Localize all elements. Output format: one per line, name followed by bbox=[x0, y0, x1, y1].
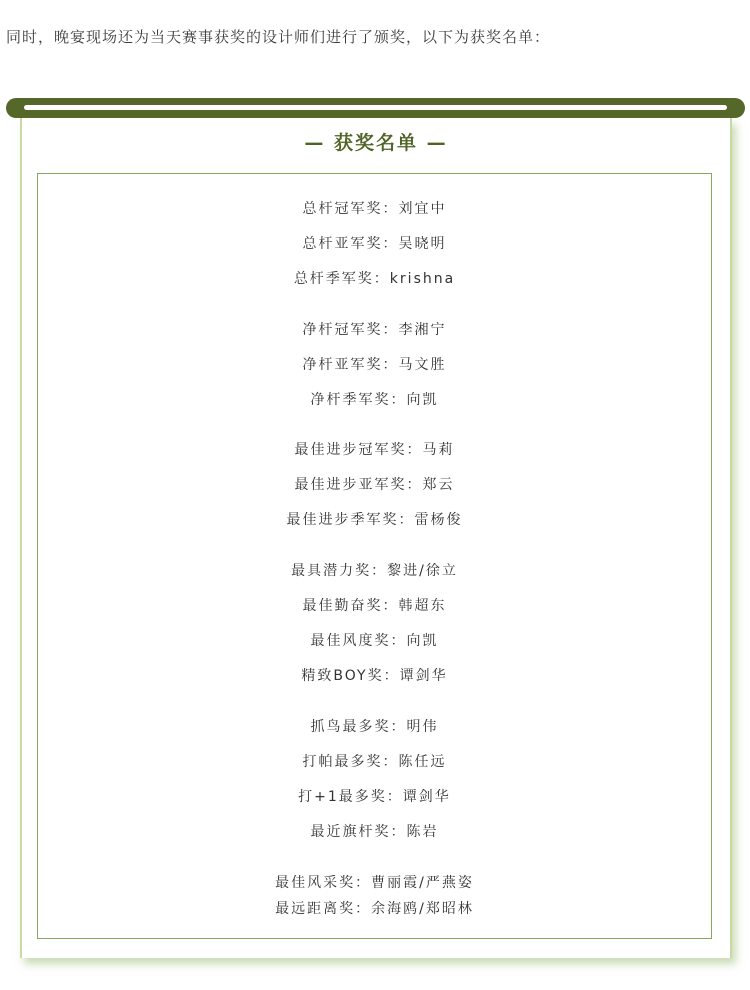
intro-text: 同时，晚宴现场还为当天赛事获奖的设计师们进行了颁奖，以下为获奖名单： bbox=[6, 28, 551, 46]
award-item: 净杆冠军奖：李湘宁 bbox=[302, 322, 447, 338]
award-item: 最佳风度奖：向凯 bbox=[310, 633, 439, 649]
award-item: 最近旗杆奖：陈岩 bbox=[310, 824, 439, 840]
award-item: 打+1最多奖：谭剑华 bbox=[298, 789, 451, 805]
award-item: 净杆季军奖：向凯 bbox=[310, 392, 439, 408]
award-list-title: — 获奖名单 — bbox=[304, 132, 448, 154]
award-item: 最佳进步亚军奖：郑云 bbox=[294, 477, 455, 493]
award-item: 总杆季军奖：krishna bbox=[293, 271, 456, 287]
award-item: 抓鸟最多奖：明伟 bbox=[310, 719, 439, 735]
award-item: 最佳勤奋奖：韩超东 bbox=[302, 598, 447, 614]
award-item: 净杆亚军奖：马文胜 bbox=[302, 357, 447, 373]
award-item: 总杆冠军奖：刘宜中 bbox=[302, 201, 447, 217]
scroll-rod-highlight bbox=[24, 105, 727, 110]
award-item: 最佳风采奖：曹丽霞/严燕姿 bbox=[275, 875, 474, 891]
award-item: 最佳进步季军奖：雷杨俊 bbox=[286, 512, 463, 528]
award-item: 最佳进步冠军奖：马莉 bbox=[294, 442, 455, 458]
scroll-rod bbox=[6, 98, 745, 118]
award-item: 最远距离奖：余海鸥/郑昭林 bbox=[275, 901, 474, 917]
award-list bbox=[37, 173, 712, 939]
award-item: 总杆亚军奖：吴晓明 bbox=[302, 236, 447, 252]
award-item: 精致BOY奖：谭剑华 bbox=[301, 668, 448, 684]
award-item: 最具潜力奖：黎进/徐立 bbox=[291, 563, 458, 579]
award-scroll bbox=[20, 118, 732, 958]
award-item: 打帕最多奖：陈任远 bbox=[302, 754, 447, 770]
